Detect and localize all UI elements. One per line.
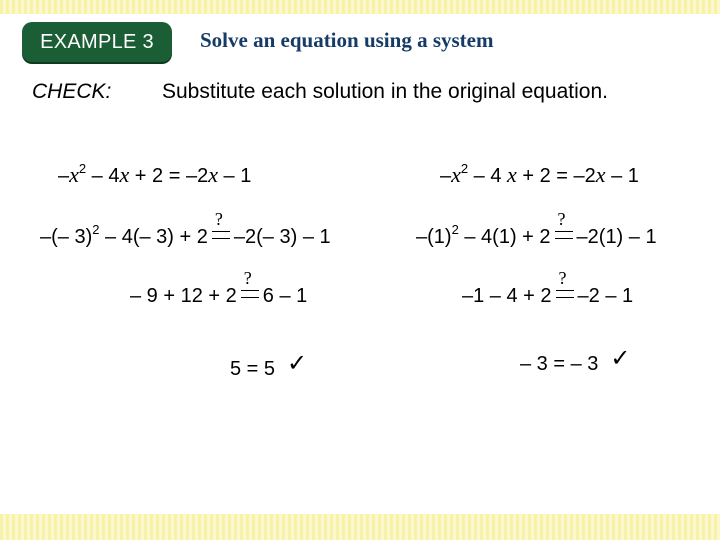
right-equation-line-1: $-x^2 - 4$ x + 2 = –2x – 1 [440,161,639,187]
check-label: CHECK: [32,80,112,103]
top-decorative-band [0,0,720,14]
page-title: Solve an equation using a system [200,28,494,52]
bottom-decorative-band [0,514,720,540]
right-equation-line-2: $-(1)^2 - 4(1) + 2$ ? –2(1) – 1 [416,209,657,248]
checkmark-icon: ✓ [287,349,308,377]
right-equation-line-3: –1 – 4 + 2 ? –2 – 1 [462,268,634,307]
left-equation-line-2: –(– 3)$^2$ – 4(– 3) + 2 ? –2(– 3) – 1 [40,209,331,248]
left-equation-line-1: $-x^2 - 4x + 2 = -2x - 1$ [58,161,252,187]
checkmark-icon: ✓ [610,344,631,372]
right-equation-line-4: – 3 = – 3 ✓ [520,344,631,375]
question-equals-sign: ? [555,225,573,245]
question-equals-sign: ? [556,284,574,304]
question-equals-sign: ? [212,225,230,245]
example-badge-label: EXAMPLE 3 [40,30,154,53]
instruction-text: Substitute each solution in the original equation. [162,80,608,103]
left-equation-line-3: – 9 + 12 + 2 ? 6 – 1 [130,268,308,307]
left-equation-line-4: 5 = 5 ✓ [230,349,308,380]
question-equals-sign: ? [241,284,259,304]
example-badge [22,22,172,62]
